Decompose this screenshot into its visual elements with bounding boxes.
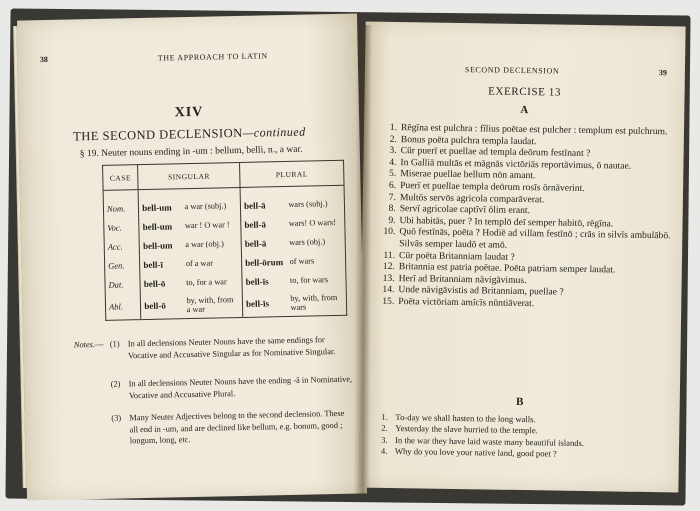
table-row bbox=[105, 289, 347, 321]
sentences-b bbox=[381, 412, 672, 462]
section-mark: § 19. bbox=[79, 148, 99, 160]
sentence-text: In the war they have laid waste many beautiful islands. bbox=[395, 434, 585, 448]
sentence-text: Britannia est patria poētae. Poēta patriam semper laudat. bbox=[398, 261, 616, 276]
singular-gloss: of a war bbox=[183, 253, 242, 273]
singular-form: bell-ō bbox=[143, 278, 166, 289]
declension-table bbox=[102, 160, 347, 321]
case-label: Dat. bbox=[105, 274, 141, 294]
list-item: 7. Multōs servōs agricola comparāverat. bbox=[388, 191, 545, 205]
sentence-text: Servī agricolae captīvī ōlim erant. bbox=[399, 203, 531, 217]
chapter-title bbox=[19, 123, 359, 145]
plural-gloss: by, with, from wars bbox=[290, 292, 338, 312]
note-number: (1) bbox=[109, 339, 120, 349]
header-plural: PLURAL bbox=[240, 160, 344, 187]
plural-form: bell-ā bbox=[243, 199, 266, 211]
note-text: Many Neuter Adjectives belong to the second declension. These all end in -um, and are declined like bellum, e.g. bonum, good ; longum, long, etc. bbox=[129, 408, 345, 446]
left-running-head: THE APPROACH TO LATIN bbox=[157, 51, 268, 63]
singular-form: bell-um bbox=[142, 220, 173, 232]
right-page-number: 39 bbox=[658, 68, 667, 78]
exercise-title: EXERCISE 13 bbox=[488, 85, 562, 99]
sentence-text: Unde nāvigāvistis ad Britanniam, puellae ? bbox=[398, 284, 564, 298]
list-item: 2. Bonus poēta pulchra templa laudat. bbox=[389, 133, 537, 147]
list-item: 4. In Galliā multās et māgnās victōriās reportāvimus, ō nautae. bbox=[389, 156, 632, 172]
case-label: Nom. bbox=[103, 198, 139, 218]
case-label: Gen. bbox=[104, 255, 140, 275]
list-item: 10. Quō festīnās, poēta ? Hodiē ad villam festīnō ; crās in silvīs ambulābō. Silvās semper laudō et amō. bbox=[383, 226, 671, 251]
list-item: 14. Unde nāvigāvistis ad Britanniam, puellae ? bbox=[382, 284, 564, 298]
sentence-text: Ubi habitās, puer ? In templō deī semper habitō, rēgīna. bbox=[399, 214, 614, 230]
right-running-head: SECOND DECLENSION bbox=[464, 65, 560, 76]
case-label: Abl. bbox=[105, 293, 141, 320]
plural-gloss: of wars bbox=[289, 256, 315, 266]
note-number: (2) bbox=[110, 379, 121, 389]
left-page-number: 38 bbox=[39, 54, 48, 65]
list-item: 4. Why do you love your native land, good poet ? bbox=[380, 445, 557, 459]
sentence-text: Puerī et puellae templa deōrum rosīs ōrnāverint. bbox=[400, 180, 585, 194]
plural-form: bell-ā bbox=[244, 218, 267, 230]
note-number: (3) bbox=[111, 413, 122, 423]
plural-form: bell-īs bbox=[245, 298, 270, 309]
section-a-heading: A bbox=[520, 103, 529, 117]
plural-form: bell-īs bbox=[245, 275, 269, 287]
sentence-text: Herī ad Britanniam nāvigāvimus. bbox=[398, 272, 527, 286]
list-item: 3. In the war they have laid waste many beautiful islands. bbox=[381, 434, 585, 448]
list-item: 8. Servī agricolae captīvī ōlim erant. bbox=[388, 203, 531, 217]
sentence-text: Cūr poēta Britanniam laudat ? bbox=[398, 249, 515, 263]
chapter-number: XIV bbox=[174, 104, 204, 121]
list-item: 15. Poēta victōriam amīcīs nūntiāverat. bbox=[382, 295, 535, 310]
note-1 bbox=[110, 334, 352, 362]
section-intro bbox=[80, 144, 350, 160]
list-item: 12. Britannia est patria poētae. Poēta patriam semper laudat. bbox=[382, 260, 616, 276]
singular-gloss: a war (obj.) bbox=[182, 234, 241, 254]
chapter-title-suffix: —continued bbox=[242, 124, 306, 140]
section-intro-text: Neuter nouns ending in -um : bellum, belli, n., a war. bbox=[101, 144, 303, 159]
sentence-text: Quō festīnās, poēta ? Hodiē ad villam festīnō ; crās in silvīs ambulābō. Silvās semper laudō et amō. bbox=[399, 226, 671, 251]
singular-form: bell-ō bbox=[144, 300, 166, 312]
sentence-text: Miserae puellae bellum nōn amant. bbox=[400, 168, 536, 182]
note-2 bbox=[111, 374, 353, 402]
singular-gloss: a war (subj.) bbox=[181, 196, 240, 216]
sentence-text: Why do you love your native land, good poet ? bbox=[394, 445, 557, 459]
right-page bbox=[358, 22, 685, 493]
singular-form: bell-um bbox=[142, 201, 172, 213]
sentence-text: Rēgīna est pulchra : fīlius poētae est pulcher : templum est pulchrum. bbox=[400, 122, 668, 138]
case-label: Voc. bbox=[104, 217, 140, 237]
sentence-text: Multōs servōs agricola comparāverat. bbox=[399, 191, 545, 205]
list-item: 5. Miserae puellae bellum nōn amant. bbox=[389, 168, 536, 182]
plural-form: bell-ōrum bbox=[245, 256, 284, 268]
plural-gloss: to, for wars bbox=[289, 275, 329, 285]
header-singular: SINGULAR bbox=[138, 162, 240, 189]
note-3 bbox=[111, 408, 354, 448]
plural-gloss: wars! O wars! bbox=[288, 217, 336, 228]
notes-label: Notes.— bbox=[73, 339, 104, 350]
plural-form: bell-ā bbox=[244, 237, 267, 249]
notes-label-text: Notes. bbox=[73, 340, 96, 350]
list-item: 13. Herī ad Britanniam nāvigāvimus. bbox=[382, 272, 527, 286]
sentence-text: To-day we shall hasten to the long walls. bbox=[395, 412, 536, 425]
list-item: 1. To-day we shall hasten to the long walls. bbox=[381, 411, 536, 425]
list-item: 9. Ubi habitās, puer ? In templō deī semper habitō, rēgīna. bbox=[388, 214, 614, 230]
list-item: 6. Puerī et puellae templa deōrum rosīs ōrnāverint. bbox=[388, 179, 585, 194]
sentence-text: Bonus poēta pulchra templa laudat. bbox=[400, 133, 537, 147]
note-text: In all declensions Neuter Nouns have the same endings for Vocative and Accusative Singular as for Nominative Singular. bbox=[127, 335, 336, 360]
sentence-text: Yesterday the slave hurried to the temple. bbox=[395, 423, 538, 436]
singular-gloss: by, with, from a war bbox=[183, 291, 243, 319]
header-case: CASE bbox=[103, 165, 139, 191]
singular-gloss: war ! O war ! bbox=[182, 215, 241, 235]
singular-form: bell-um bbox=[142, 239, 173, 251]
sentence-text: In Galliā multās et māgnās victōriās reportāvimus, ō nautae. bbox=[400, 156, 632, 172]
sentence-text: Cūr puerī et puellae ad templa deōrum festīnant ? bbox=[400, 145, 591, 160]
chapter-title-text: THE SECOND DECLENSION bbox=[73, 125, 243, 144]
case-label: Acc. bbox=[104, 236, 140, 256]
left-page bbox=[17, 13, 367, 500]
list-item: 1. Rēgīna est pulchra : fīlius poētae est pulcher : templum est pulchrum. bbox=[389, 121, 668, 138]
list-item: 2. Yesterday the slave hurried to the temple. bbox=[381, 423, 538, 436]
plural-gloss: wars (subj.) bbox=[288, 199, 328, 209]
singular-form: bell-ī bbox=[143, 259, 164, 270]
list-item: 3. Cūr puerī et puellae ad templa deōrum festīnant ? bbox=[389, 145, 591, 160]
note-text: In all declensions Neuter Nouns have the ending -ă in Nominative, Vocative and Accusative Plural. bbox=[128, 374, 353, 400]
section-b-heading: B bbox=[515, 395, 524, 409]
book-gutter bbox=[354, 25, 372, 495]
sentences-a bbox=[376, 122, 679, 312]
list-item: 11. Cūr poēta Britanniam laudat ? bbox=[383, 249, 515, 263]
sentence-text: Poēta victōriam amīcīs nūntiāverat. bbox=[398, 295, 535, 310]
plural-gloss: wars (obj.) bbox=[289, 237, 326, 247]
singular-gloss: to, for a war bbox=[183, 272, 242, 292]
